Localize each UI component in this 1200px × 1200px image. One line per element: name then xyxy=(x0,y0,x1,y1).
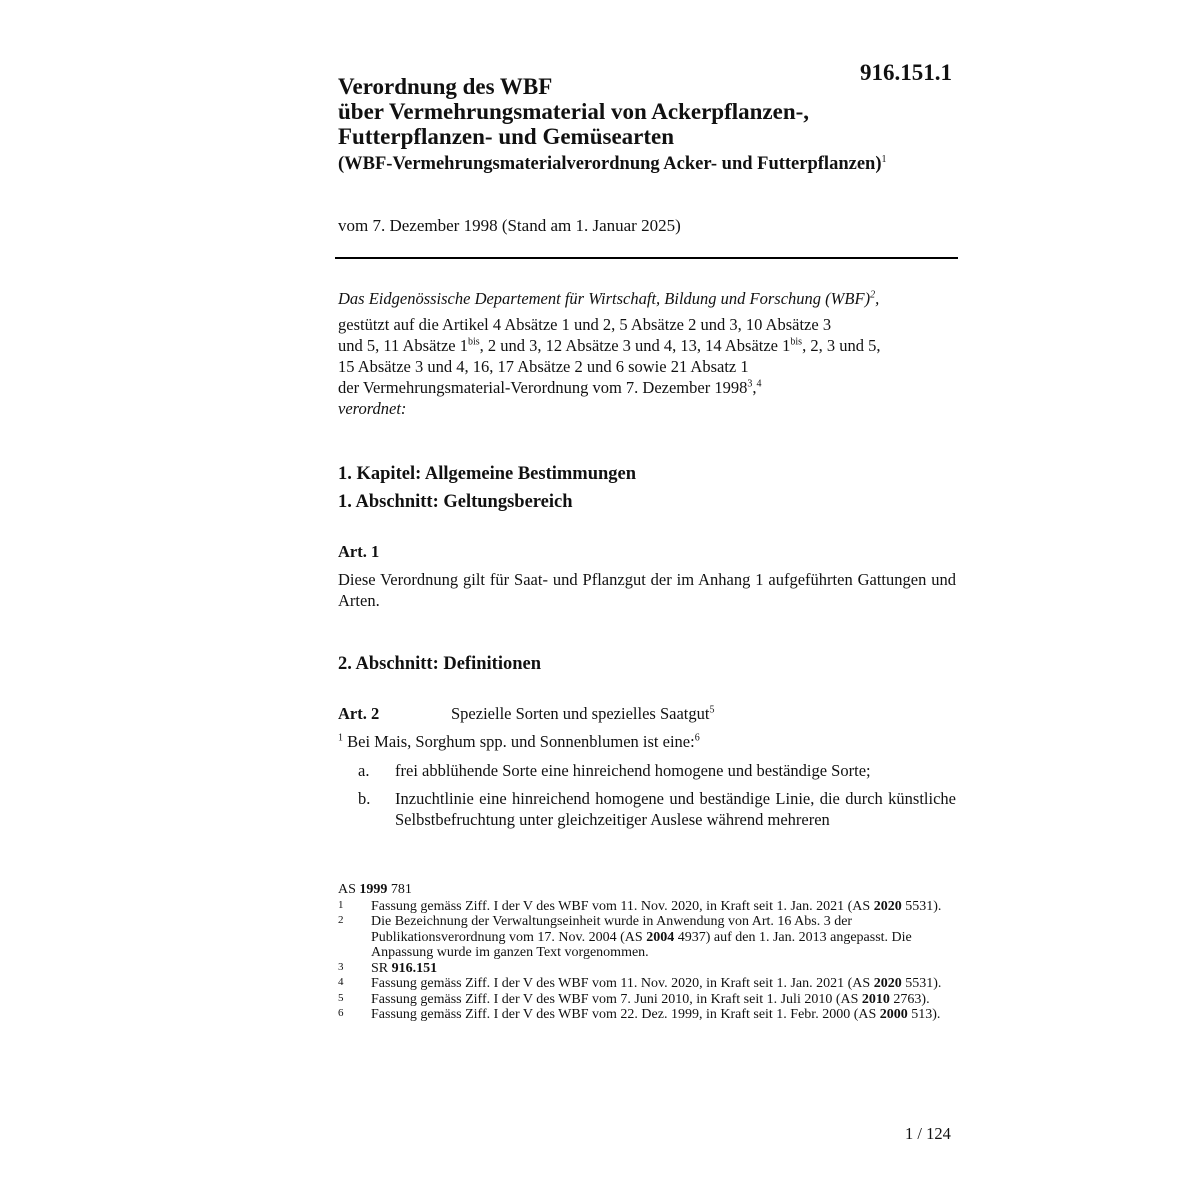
footnote xyxy=(338,899,948,915)
footnote-text-part: 513). xyxy=(907,1007,941,1022)
basis-text: , 2, 3 und 5, xyxy=(802,336,881,355)
footnote-ref[interactable]: 6 xyxy=(694,732,700,744)
list-item xyxy=(358,788,956,830)
footnote-text-part: Fassung gemäss Ziff. I der V des WBF vom 22. Dez. 1999, in Kraft seit 1. Febr. 2000 (AS xyxy=(371,1007,880,1022)
footnote-bold: 2004 xyxy=(646,929,675,945)
article-label: Art. 1 xyxy=(338,542,380,561)
footnote-number: 4 xyxy=(338,976,344,988)
document-subtitle xyxy=(338,154,886,175)
footnote-text xyxy=(371,914,948,961)
document-date: vom 7. Dezember 1998 (Stand am 1. Januar 2025) xyxy=(338,216,681,235)
footnote-bold: 2020 xyxy=(873,976,902,991)
authority-text: Das Eidgenössische Departement für Wirtschaft, Bildung und Forschung (WBF) xyxy=(338,289,871,308)
footnote-text-part: 5531). xyxy=(901,976,942,991)
footnote-ref[interactable]: 5 xyxy=(709,704,715,716)
article-paragraph xyxy=(338,732,700,752)
footnote-text-part: Fassung gemäss Ziff. I der V des WBF vom 7. Juni 2010, in Kraft seit 1. Juli 2010 (AS xyxy=(371,991,862,1007)
footnote-text xyxy=(371,992,948,1008)
page-number: 1 / 124 xyxy=(905,1124,951,1143)
paragraph-number: 1 xyxy=(338,732,343,744)
preamble-basis-line-2 xyxy=(338,335,958,356)
title-line-1: Verordnung des WBF xyxy=(338,74,553,99)
as-reference xyxy=(338,882,948,898)
footnote-text xyxy=(371,899,948,915)
footnote-number: 6 xyxy=(338,1007,344,1019)
title-line-3: Futterpflanzen- und Gemüsearten xyxy=(338,124,675,149)
article-text: Diese Verordnung gilt für Saat- und Pflanzgut der im Anhang 1 aufgeführten Gattungen und Arten. xyxy=(338,570,956,610)
footnote xyxy=(338,1007,948,1023)
footnote-number: 3 xyxy=(338,960,344,973)
as-year: 1999 xyxy=(359,882,388,897)
list-item-text: frei abblühende Sorte eine hinreichend homogene und beständige Sorte; xyxy=(395,761,871,780)
section-heading: 1. Abschnitt: Geltungsbereich xyxy=(338,492,573,512)
article-title-text: Spezielle Sorten und spezielles Saatgut xyxy=(451,704,710,723)
document-title xyxy=(338,74,809,149)
footnote-number: 2 xyxy=(338,914,344,926)
footnote-text-part: Fassung gemäss Ziff. I der V des WBF vom 11. Nov. 2020, in Kraft seit 1. Jan. 2021 (AS xyxy=(371,898,874,914)
article-label: Art. 2 xyxy=(338,704,380,723)
footnote-text-part: Fassung gemäss Ziff. I der V des WBF vom 11. Nov. 2020, in Kraft seit 1. Jan. 2021 (AS xyxy=(371,976,874,991)
footnote-bold: 2010 xyxy=(861,991,890,1007)
footnote-text-part: 5531). xyxy=(901,898,942,914)
preamble-basis-line-4 xyxy=(338,377,958,398)
authority-end: , xyxy=(875,289,880,308)
bis-superscript: bis xyxy=(790,336,803,348)
section-heading: 2. Abschnitt: Definitionen xyxy=(338,654,542,674)
sr-number: 916.151.1 xyxy=(860,60,952,85)
footnote-bold: 2000 xyxy=(879,1007,908,1022)
footnote-text-part: Die Bezeichnung der Verwaltungseinheit wurde in Anwendung von Art. 16 Abs. 3 der Publikationsverordnung vom 17. Nov. 2004 (AS xyxy=(371,914,853,945)
footnote-number: 5 xyxy=(338,991,344,1004)
footnote-text-part: SR xyxy=(371,960,392,976)
as-prefix: AS xyxy=(338,882,360,897)
paragraph-text: Bei Mais, Sorghum spp. und Sonnenblumen ist eine: xyxy=(343,732,695,751)
footnotes xyxy=(338,882,948,1023)
header-divider xyxy=(335,257,958,259)
footnote-ref[interactable]: 2 xyxy=(870,289,876,301)
footnote-number: 1 xyxy=(338,898,344,911)
footnote xyxy=(338,914,948,961)
basis-text: der Vermehrungsmaterial-Verordnung vom 7. Dezember 1998 xyxy=(338,378,748,397)
bis-superscript: bis xyxy=(468,336,480,348)
list-item xyxy=(358,760,956,781)
footnote-bold: 2020 xyxy=(873,898,902,914)
ref-separator: , xyxy=(752,378,757,397)
footnote-ref[interactable]: 1 xyxy=(881,153,887,165)
list-item-label: a. xyxy=(358,761,370,780)
footnote-text xyxy=(371,1007,948,1023)
as-page: 781 xyxy=(387,882,412,897)
list-item-label: b. xyxy=(358,789,371,808)
preamble-authority xyxy=(338,288,958,309)
title-line-2: über Vermehrungsmaterial von Ackerpflanzen-, xyxy=(338,99,810,124)
preamble xyxy=(338,288,958,419)
footnote xyxy=(338,976,948,992)
list-item-text: Inzuchtlinie eine hinreichend homogene und beständige Linie, die durch künstliche Selbstbefruchtung unter gleichzeitiger Auslese während mehreren xyxy=(395,789,956,829)
preamble-basis-line-1: gestützt auf die Artikel 4 Absätze 1 und 2, 5 Absätze 2 und 3, 10 Absätze 3 xyxy=(338,315,832,334)
footnote-text xyxy=(371,961,948,977)
article-title xyxy=(451,704,714,724)
footnote-text xyxy=(371,976,948,992)
preamble-basis-line-3: 15 Absätze 3 und 4, 16, 17 Absätze 2 und 6 sowie 21 Absatz 1 xyxy=(338,357,749,376)
footnote-text-part: 2763). xyxy=(889,991,930,1007)
footnote-text-part: 4937) auf den 1. Jan. 2013 angepasst. Die Anpassung wurde im ganzen Text vorgenommen. xyxy=(371,929,912,960)
preamble-verordnet: verordnet: xyxy=(338,399,407,418)
definition-list xyxy=(358,760,956,837)
basis-text: und 5, 11 Absätze 1 xyxy=(338,336,468,355)
footnote-ref[interactable]: 3 xyxy=(747,378,753,390)
footnote xyxy=(338,961,948,977)
basis-text: , 2 und 3, 12 Absätze 3 und 4, 13, 14 Absätze 1 xyxy=(479,336,791,355)
chapter-heading: 1. Kapitel: Allgemeine Bestimmungen xyxy=(338,464,637,484)
footnote-bold: 916.151 xyxy=(391,960,438,976)
subtitle-text: (WBF-Vermehrungsmaterialverordnung Acker- und Futterpflanzen) xyxy=(338,154,882,174)
footnote-ref[interactable]: 4 xyxy=(756,378,762,390)
footnote xyxy=(338,992,948,1008)
